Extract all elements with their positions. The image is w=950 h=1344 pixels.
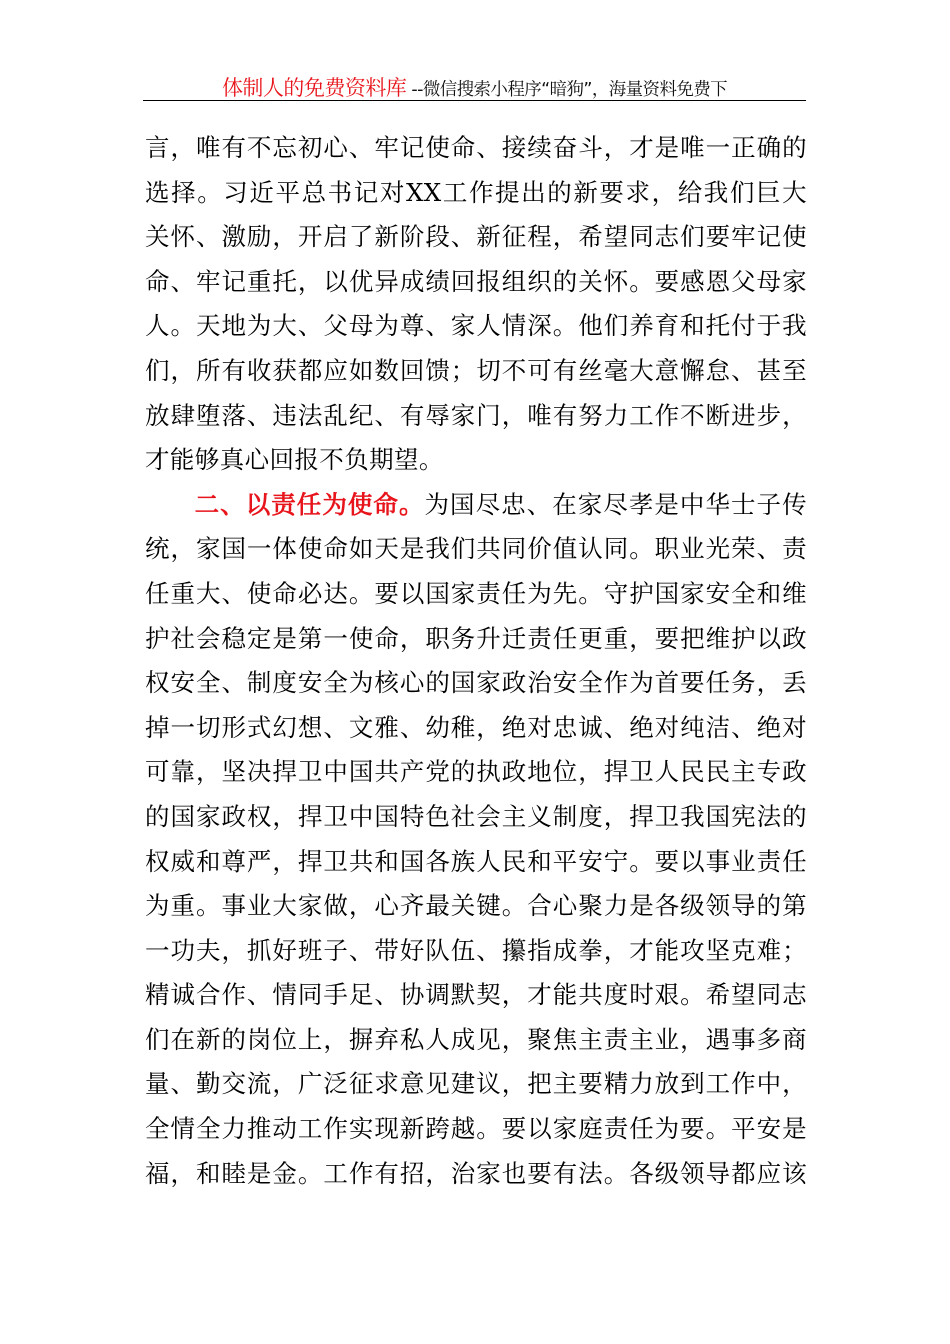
text-line: 命、牢记重托，以优异成绩回报组织的关怀。要感恩父母家 xyxy=(145,266,807,296)
text-line: 们在新的岗位上，摒弃私人成见，聚焦主责主业，遇事多商 xyxy=(145,1024,807,1054)
text-line: 全情全力推动工作实现新跨越。要以家庭责任为要。平安是 xyxy=(145,1114,807,1144)
section-2-paragraph xyxy=(145,483,807,1197)
text-line: 言，唯有不忘初心、牢记使命、接续奋斗，才是唯一正确的 xyxy=(145,133,807,162)
section-2-first-line xyxy=(145,483,807,528)
page-header-banner xyxy=(143,72,806,100)
header-brand: 体制人的免费资料库 xyxy=(221,76,407,100)
text-line: 任重大、使命必达。要以国家责任为先。守护国家安全和维 xyxy=(145,578,807,608)
paragraph-1 xyxy=(145,126,807,483)
text-line: 量、勤交流，广泛征求意见建议，把主要精力放到工作中， xyxy=(145,1069,807,1099)
header-tagline: --微信搜索小程序“暗狗”，海量资料免费下 xyxy=(406,80,728,100)
text-line: 才能够真心回报不负期望。 xyxy=(145,445,444,475)
text-line: 护社会稳定是第一使命，职务升迁责任更重，要把维护以政 xyxy=(145,623,807,653)
text-line: 可靠，坚决捍卫中国共产党的执政地位，捍卫人民民主专政 xyxy=(145,757,807,787)
document-body xyxy=(145,126,807,1196)
text-line: 权安全、制度安全为核心的国家政治安全作为首要任务，丢 xyxy=(145,668,807,698)
text-line: 权威和尊严，捍卫共和国各族人民和平安宁。要以事业责任 xyxy=(145,846,807,876)
text-line: 放肆堕落、违法乱纪、有辱家门，唯有努力工作不断进步， xyxy=(145,400,807,430)
text-line: 一功夫，抓好班子、带好队伍、攥指成拳，才能攻坚克难； xyxy=(145,935,807,965)
text-line: 掉一切形式幻想、文雅、幼稚，绝对忠诚、绝对纯洁、绝对 xyxy=(145,712,807,742)
section-2-heading: 二、以责任为使命。 xyxy=(194,489,425,519)
text-line: 人。天地为大、父母为尊、家人情深。他们养育和托付于我 xyxy=(145,311,807,341)
text-line: 统，家国一体使命如天是我们共同价值认同。职业光荣、责 xyxy=(145,534,807,564)
text-line: 选择。习近平总书记对XX工作提出的新要求，给我们巨大 xyxy=(145,177,807,207)
section-2-first-line-text: 为国尽忠、在家尽孝是中华士子传 xyxy=(424,489,807,519)
text-line: 精诚合作、情同手足、协调默契，才能共度时艰。希望同志 xyxy=(145,980,807,1010)
text-line: 的国家政权，捍卫中国特色社会主义制度，捍卫我国宪法的 xyxy=(145,801,807,831)
text-line: 福，和睦是金。工作有招，治家也要有法。各级领导都应该 xyxy=(145,1158,807,1188)
header-divider xyxy=(143,100,806,101)
text-line: 们，所有收获都应如数回馈；切不可有丝毫大意懈怠、甚至 xyxy=(145,355,807,385)
text-line: 关怀、激励，开启了新阶段、新征程，希望同志们要牢记使 xyxy=(145,222,807,252)
text-line: 为重。事业大家做，心齐最关键。合心聚力是各级领导的第 xyxy=(145,891,807,921)
